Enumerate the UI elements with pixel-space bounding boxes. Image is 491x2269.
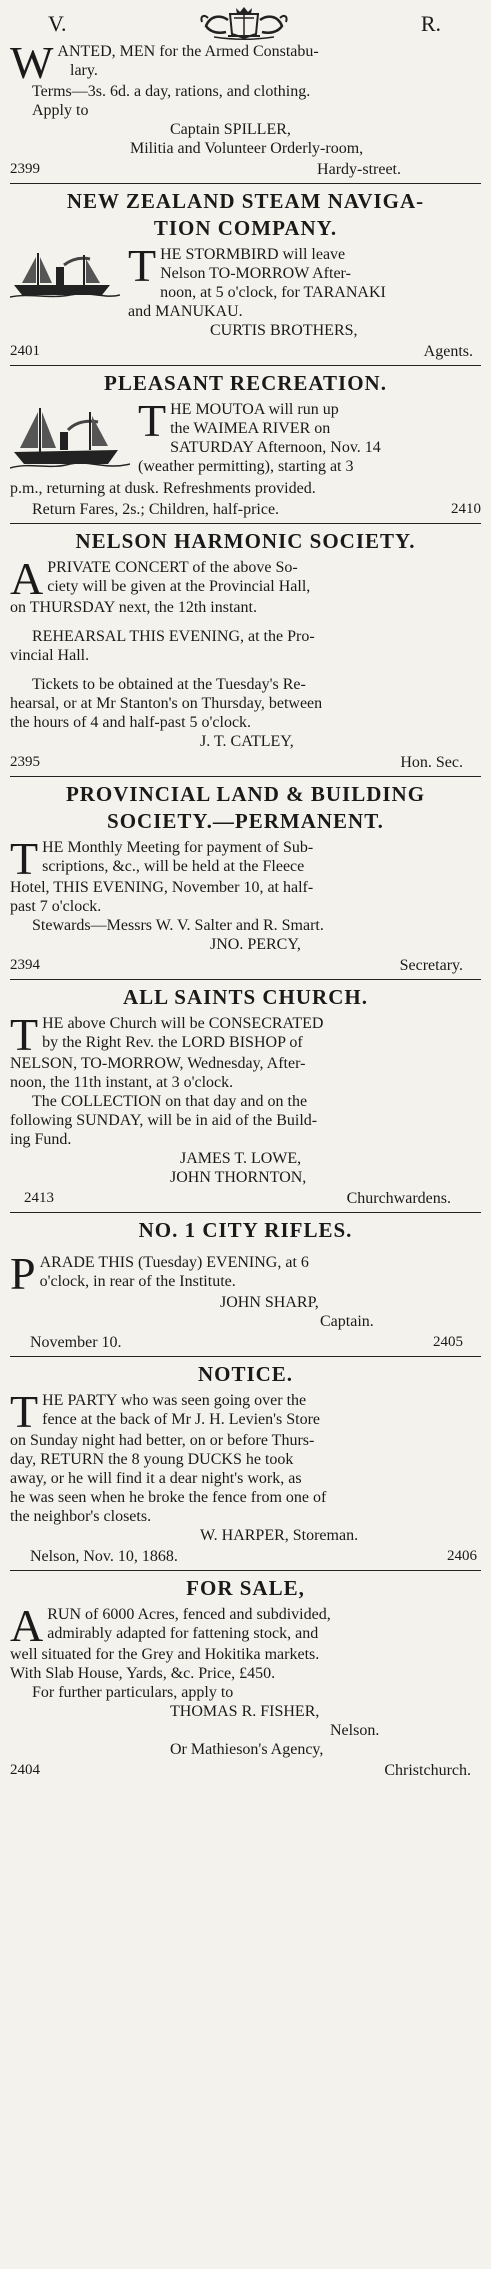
signature: JOHN THORNTON, <box>170 1169 307 1186</box>
ad-text: SATURDAY Afternoon, Nov. 14 <box>170 439 381 456</box>
ad-pleasant-recreation <box>10 370 481 519</box>
ad-text: scriptions, &c., will be held at the Fleece <box>42 858 305 875</box>
signature: Militia and Volunteer Orderly-room, <box>130 140 364 157</box>
ad-text: REHEARSAL THIS EVENING, at the Pro- <box>32 628 315 645</box>
divider <box>10 183 481 184</box>
signature: Nelson. <box>330 1722 380 1739</box>
ad-text: Apply to <box>32 102 89 119</box>
signature: Secretary. <box>399 957 463 974</box>
ad-text: ciety will be given at the Provincial Hall, <box>47 578 311 595</box>
ad-headline: FOR SALE, <box>186 1576 305 1600</box>
ad-number: 2401 <box>10 343 40 359</box>
ad-text: Tickets to be obtained at the Tuesday's Re- <box>32 676 306 693</box>
masthead-left: V. <box>48 10 67 36</box>
ad-harmonic-society <box>10 528 481 772</box>
divider <box>10 776 481 777</box>
ad-date: November 10. <box>30 1334 122 1351</box>
ad-text: ARADE THIS (Tuesday) EVENING, at 6 <box>39 1254 309 1271</box>
drop-cap: T <box>10 1009 39 1060</box>
signature: JAMES T. LOWE, <box>180 1150 302 1167</box>
ad-text: Stewards—Messrs W. V. Salter and R. Smart. <box>32 917 324 934</box>
ad-text: hearsal, or at Mr Stanton's on Thursday, between <box>10 695 323 712</box>
ad-number: 2405 <box>433 1334 463 1350</box>
drop-cap: W <box>10 37 54 88</box>
ad-text: Nelson TO-MORROW After- <box>160 265 351 282</box>
ad-text: p.m., returning at dusk. Refreshments provided. <box>10 480 316 497</box>
ad-number: 2406 <box>447 1548 477 1564</box>
ad-number: 2410 <box>451 501 481 517</box>
ad-city-rifles <box>10 1217 481 1352</box>
ad-text: Terms—3s. 6d. a day, rations, and clothing. <box>32 83 311 100</box>
divider <box>10 365 481 366</box>
ad-text: HE Monthly Meeting for payment of Sub- <box>42 839 314 856</box>
ad-text: by the Right Rev. the LORD BISHOP of <box>42 1034 303 1051</box>
ad-headline: NOTICE. <box>197 1362 294 1386</box>
ad-text: past 7 o'clock. <box>10 898 102 915</box>
ad-headline: PROVINCIAL LAND & BUILDING SOCIETY.—PERMANENT. <box>65 782 426 833</box>
ad-headline: NO. 1 CITY RIFLES. <box>138 1218 353 1242</box>
signature: J. T. CATLEY, <box>200 733 294 750</box>
drop-cap: T <box>10 833 39 884</box>
ad-number: 2399 <box>10 161 40 177</box>
divider <box>10 1356 481 1357</box>
ad-headline: PLEASANT RECREATION. <box>104 371 387 395</box>
ad-text: he was seen when he broke the fence from one of <box>10 1489 327 1506</box>
ad-headline: NELSON HARMONIC SOCIETY. <box>75 529 416 553</box>
ad-text: o'clock, in rear of the Institute. <box>39 1273 236 1290</box>
ad-text: Return Fares, 2s.; Children, half-price. <box>32 501 280 518</box>
signature: Christchurch. <box>384 1762 471 1779</box>
ad-text: The COLLECTION on that day and on the <box>32 1093 308 1110</box>
divider <box>10 523 481 524</box>
ad-text: fence at the back of Mr J. H. Levien's Store <box>42 1411 321 1428</box>
ad-headline: ALL SAINTS CHURCH. <box>123 985 368 1009</box>
drop-cap: A <box>10 553 44 604</box>
sailing-ship-icon <box>10 404 130 477</box>
ad-text: the hours of 4 and half-past 5 o'clock. <box>10 714 252 731</box>
ad-text: Hotel, THIS EVENING, November 10, at half- <box>10 879 314 896</box>
ad-armed-constabulary <box>10 37 481 179</box>
ad-number: 2404 <box>10 1762 40 1778</box>
drop-cap: P <box>10 1248 36 1299</box>
ad-text: HE MOUTOA will run up <box>170 401 339 418</box>
drop-cap: T <box>128 240 157 291</box>
royal-crest-icon <box>184 6 304 40</box>
signature: THOMAS R. FISHER, <box>170 1703 320 1720</box>
ad-text: ing Fund. <box>10 1131 72 1148</box>
ad-number: 2395 <box>10 754 40 770</box>
steamship-icon <box>10 249 120 304</box>
ad-text: lary. <box>70 62 98 79</box>
ad-steam-navigation <box>10 188 481 361</box>
signature: CURTIS BROTHERS, <box>210 322 358 339</box>
ad-text: the neighbor's closets. <box>10 1508 152 1525</box>
signature: Captain. <box>320 1313 374 1330</box>
signature: W. HARPER, Storeman. <box>200 1527 359 1544</box>
ad-building-society <box>10 781 481 975</box>
ad-text: following SUNDAY, will be in aid of the Build- <box>10 1112 318 1129</box>
ad-date: Nelson, Nov. 10, 1868. <box>30 1548 178 1565</box>
ad-number: 2413 <box>24 1190 54 1206</box>
ad-text: HE PARTY who was seen going over the <box>42 1392 307 1409</box>
ad-text: away, or he will find it a dear night's work, as <box>10 1470 302 1487</box>
signature: Churchwardens. <box>346 1190 451 1207</box>
divider <box>10 979 481 980</box>
masthead <box>10 4 481 42</box>
ad-text: noon, the 11th instant, at 3 o'clock. <box>10 1074 234 1091</box>
ad-text: day, RETURN the 8 young DUCKS he took <box>10 1451 294 1468</box>
ad-text: and MANUKAU. <box>128 303 243 320</box>
ad-notice-ducks <box>10 1361 481 1566</box>
ad-text: For further particulars, apply to <box>32 1684 234 1701</box>
ad-text: admirably adapted for fattening stock, and <box>47 1625 319 1642</box>
ad-text: on Sunday night had better, on or before Thurs- <box>10 1432 315 1449</box>
ad-headline: NEW ZEALAND STEAM NAVIGA- TION COMPANY. <box>66 189 425 240</box>
drop-cap: T <box>10 1386 39 1437</box>
ad-text: vincial Hall. <box>10 647 90 664</box>
ad-text: ANTED, MEN for the Armed Constabu- <box>57 43 319 60</box>
ad-text: PRIVATE CONCERT of the above So- <box>47 559 298 576</box>
signature: Captain SPILLER, <box>170 121 291 138</box>
ad-text: NELSON, TO-MORROW, Wednesday, After- <box>10 1055 306 1072</box>
drop-cap: A <box>10 1600 44 1651</box>
divider <box>10 1570 481 1571</box>
divider <box>10 1212 481 1213</box>
drop-cap: T <box>138 395 167 446</box>
ad-text: HE STORMBIRD will leave <box>160 246 346 263</box>
ad-text: noon, at 5 o'clock, for TARANAKI <box>160 284 386 301</box>
ad-text: With Slab House, Yards, &c. Price, £450. <box>10 1665 276 1682</box>
ad-all-saints-church <box>10 984 481 1208</box>
signature: Hardy-street. <box>317 161 401 178</box>
signature: Agents. <box>423 343 473 360</box>
signature: JNO. PERCY, <box>210 936 301 953</box>
ad-for-sale <box>10 1575 481 1780</box>
ad-text: HE above Church will be CONSECRATED <box>42 1015 324 1032</box>
ad-text: (weather permitting), starting at 3 <box>138 458 354 475</box>
ad-number: 2394 <box>10 957 40 973</box>
ad-text: RUN of 6000 Acres, fenced and subdivided, <box>47 1606 331 1623</box>
signature: JOHN SHARP, <box>220 1294 319 1311</box>
ad-text: on THURSDAY next, the 12th instant. <box>10 599 257 616</box>
ad-text: the WAIMEA RIVER on <box>170 420 331 437</box>
ad-text: well situated for the Grey and Hokitika markets. <box>10 1646 320 1663</box>
signature: Hon. Sec. <box>400 754 463 771</box>
signature: Or Mathieson's Agency, <box>170 1741 324 1758</box>
masthead-right: R. <box>420 10 441 36</box>
